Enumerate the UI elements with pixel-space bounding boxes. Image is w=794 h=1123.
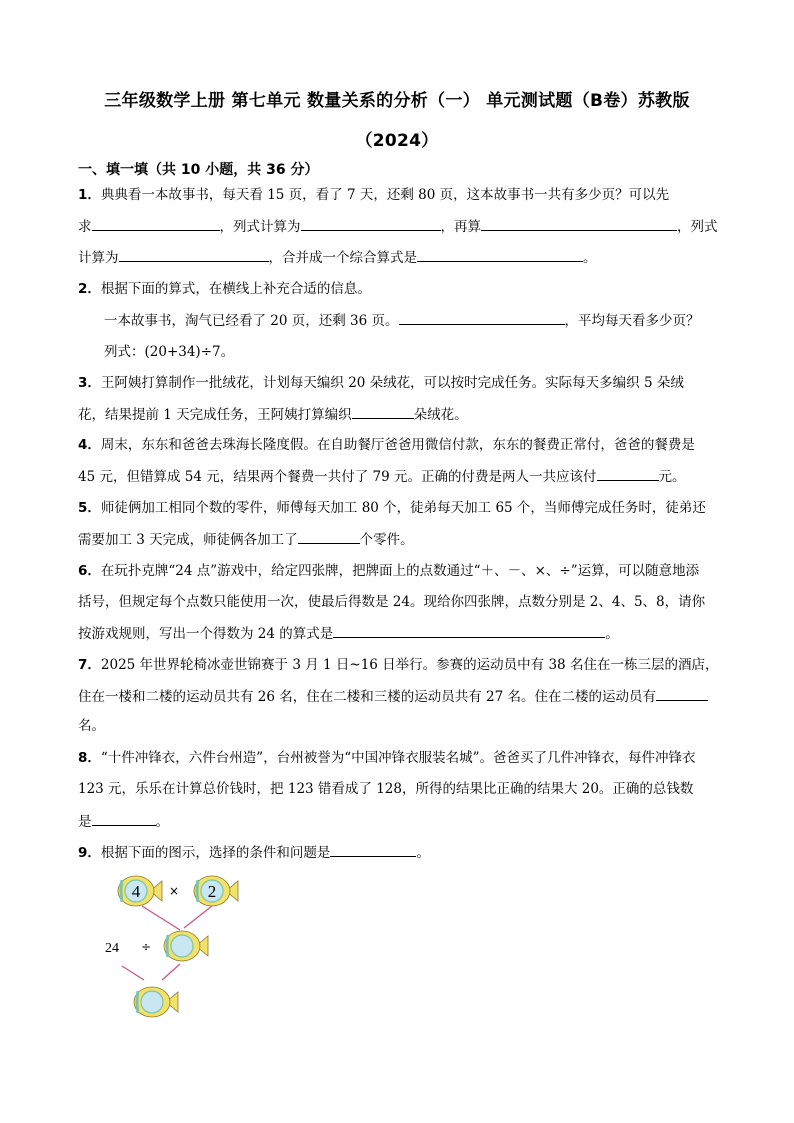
question-text: ，再算 (440, 219, 481, 235)
question-6-line-1 (78, 561, 699, 581)
question-text: ，列式 (677, 219, 718, 235)
connector-line (184, 906, 212, 928)
answer-blank[interactable] (352, 404, 414, 419)
question-text: 。 (155, 814, 169, 830)
question-4-line-1 (78, 435, 695, 455)
question-5-line-2 (78, 529, 414, 550)
question-text: 根据下面的图示，选择的条件和问题是 (100, 845, 331, 861)
question-text: 住在一楼和二楼的运动员共有 26 名，住在二楼和三楼的运动员共有 27 名。住在二楼的运动员有 (78, 689, 657, 705)
question-text: 王阿姨打算制作一批绒花，计划每天编织 20 朵绒花，可以按时完成任务。实际每天多编织 5 朵绒 (100, 375, 684, 391)
question-number: 3． (78, 375, 101, 391)
fish-icon (164, 931, 208, 961)
connector-line (122, 966, 144, 980)
answer-blank[interactable] (399, 310, 565, 325)
connector-line (162, 964, 180, 980)
question-number: 4． (78, 437, 101, 453)
question-text: 花，结果提前 1 天完成任务，王阿姨打算编织 (78, 407, 352, 423)
question-8-line-1 (78, 748, 696, 768)
question-text: 一本故事书，淘气已经看了 20 页，还剩 36 页。 (104, 313, 399, 329)
question-text: 师徒俩加工相同个数的零件，师傅每天加工 80 个，徒弟每天加工 65 个，当师傅完成任务时，徒弟还 (100, 500, 706, 516)
question-text: ，合并成一个综合算式是 (268, 250, 417, 266)
page-title-year: （2024） (355, 131, 439, 151)
fish-number: 4 (131, 882, 141, 901)
question-text: 根据下面的算式，在横线上补充合适的信息。 (100, 281, 371, 297)
question-7-line-3: 名。 (78, 718, 105, 734)
question-8-line-2: 123 元，乐乐在计算总价钱时，把 123 错看成了 128，所得的结果比正确的结果大 20。正确的总钱数 (78, 781, 694, 797)
answer-blank[interactable] (333, 623, 605, 638)
question-5-line-1 (78, 498, 706, 518)
question-number: 8． (78, 750, 101, 766)
question-text: ，平均每天看多少页？ (564, 313, 700, 329)
question-text: ，列式计算为 (219, 219, 301, 235)
fish-icon (134, 987, 178, 1017)
question-2-formula: 列式：(20+34)÷7。 (104, 344, 235, 360)
question-7-line-1 (78, 655, 718, 675)
answer-blank[interactable] (301, 216, 441, 231)
question-1-line-2 (78, 216, 718, 237)
answer-blank[interactable] (481, 216, 677, 231)
question-number: 7． (78, 657, 101, 673)
question-text: 需要加工 3 天完成，师徒俩各加工了 (78, 532, 298, 548)
question-text: 2025 年世界轮椅冰壶世锦赛于 3 月 1 日~16 日举行。参赛的运动员中有 38 名住在一栋三层的酒店， (100, 657, 719, 673)
question-text: 45 元，但错算成 54 元，结果两个餐费一共付了 79 元。正确的付费是两人一共应该付 (78, 469, 597, 485)
question-number: 2． (78, 281, 101, 297)
question-text: 是 (78, 814, 92, 830)
answer-blank[interactable] (119, 247, 269, 262)
question-text: 个零件。 (359, 532, 414, 548)
page-title: 三年级数学上册 第七单元 数量关系的分析（一） 单元测试题（B卷）苏教版 (104, 91, 690, 111)
connector-line (142, 906, 180, 930)
question-text: 在玩扑克牌“24 点”游戏中，给定四张牌，把牌面上的点数通过“＋、－、×、÷”运算，可以随意地添 (100, 563, 700, 579)
question-7-line-2 (78, 686, 708, 707)
question-8-line-3 (78, 811, 169, 832)
question-text: 。 (416, 845, 430, 861)
question-text: 按游戏规则，写出一个得数为 24 的算式是 (78, 626, 334, 642)
answer-blank[interactable] (417, 247, 583, 262)
answer-blank[interactable] (330, 842, 416, 857)
answer-blank[interactable] (92, 216, 220, 231)
question-text: 朵绒花。 (413, 407, 468, 423)
question-text: 典典看一本故事书，每天看 15 页，看了 7 天，还剩 80 页，这本故事书一共有多少页？可以先 (100, 187, 670, 203)
question-3-line-1 (78, 373, 684, 393)
question-4-line-2 (78, 466, 686, 487)
question-6-line-3 (78, 623, 619, 644)
question-text: 求 (78, 219, 92, 235)
question-9-line-1 (78, 842, 430, 863)
question-2-line-1 (78, 279, 371, 299)
fish-diagram (100, 866, 260, 1034)
question-2-line-2 (104, 310, 700, 331)
multiply-sign: × (168, 884, 180, 898)
fish-icon (194, 876, 238, 906)
fish-icon (118, 876, 162, 906)
section-heading: 一、填一填（共 10 小题，共 36 分） (78, 162, 319, 178)
question-text: 元。 (658, 469, 686, 485)
answer-blank[interactable] (92, 811, 156, 826)
question-number: 9． (78, 845, 101, 861)
question-number: 5． (78, 500, 101, 516)
question-text: 周末，东东和爸爸去珠海长隆度假。在自助餐厅爸爸用微信付款，东东的餐费正常付，爸爸的餐费是 (100, 437, 695, 453)
question-text: 计算为 (78, 250, 119, 266)
question-text: “十件冲锋衣，六件台州造”，台州被誉为“中国冲锋衣服装名城”。爸爸买了几件冲锋衣，每件冲锋衣 (100, 750, 696, 766)
divide-sign: ÷ (140, 940, 152, 954)
question-3-line-2 (78, 404, 468, 425)
answer-blank[interactable] (597, 466, 659, 481)
question-number: 1． (78, 187, 101, 203)
question-number: 6． (78, 563, 101, 579)
fish-number: 2 (207, 882, 217, 901)
question-text: 。 (583, 250, 597, 266)
answer-blank[interactable] (298, 529, 360, 544)
question-text: 。 (605, 626, 619, 642)
question-6-line-2: 括号，但规定每个点数只能使用一次，使最后得数是 24。现给你四张牌，点数分别是 2、4、5、8，请你 (78, 594, 706, 610)
dividend-number: 24 (105, 941, 119, 956)
question-1-line-3 (78, 247, 597, 268)
answer-blank[interactable] (656, 686, 708, 701)
question-1-line-1 (78, 185, 669, 205)
